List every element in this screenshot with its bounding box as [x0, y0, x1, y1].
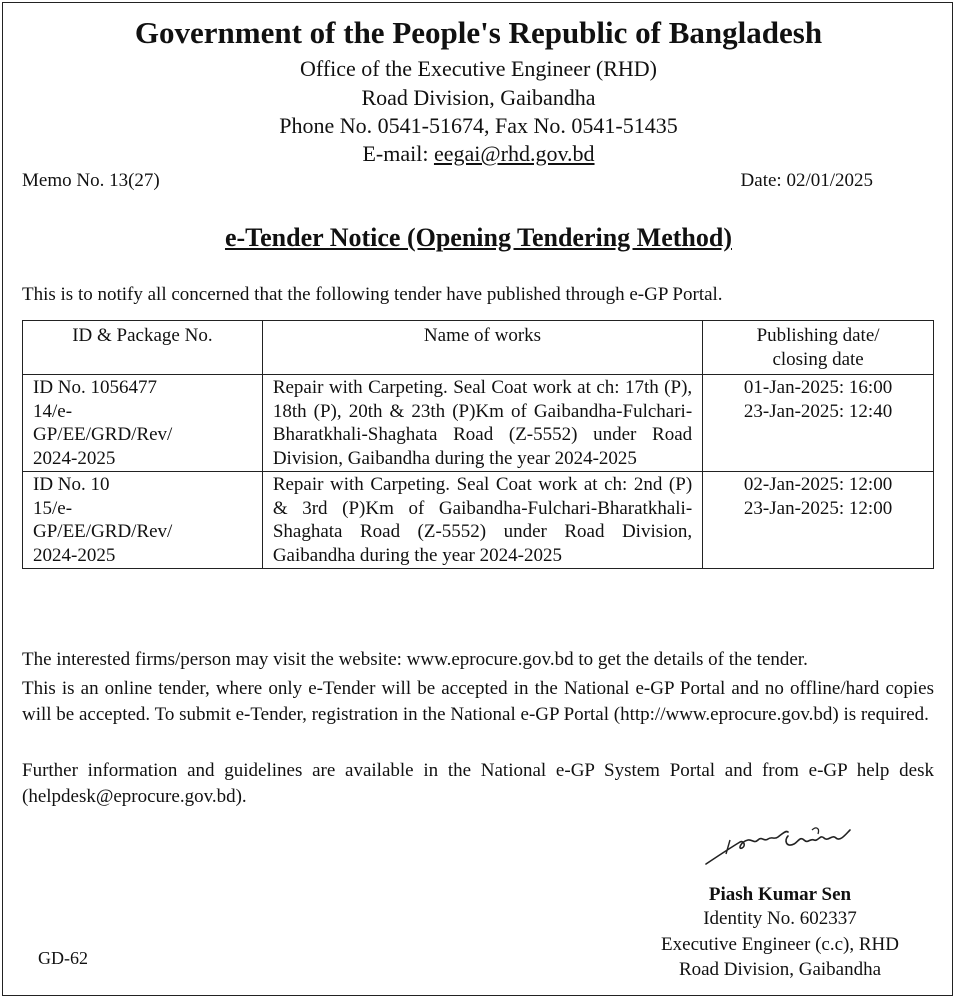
row-closing-date: 23-Jan-2025: 12:00: [743, 497, 893, 519]
email-label: E-mail:: [362, 141, 434, 166]
notice-title-text: e-Tender Notice (Opening Tendering Method): [224, 223, 732, 252]
table-row: [23, 472, 934, 569]
row-publishing-date: 02-Jan-2025: 12:00: [743, 474, 893, 495]
signatory-identity: Identity No. 602337: [703, 908, 857, 929]
intro-text: This is to notify all concerned that the following tender have published through e-GP Portal.: [22, 284, 723, 305]
gd-number: GD-62: [38, 948, 88, 968]
phone-fax: Phone No. 0541-51674, Fax No. 0541-51435: [279, 113, 678, 138]
header-name-of-works: Name of works: [262, 321, 702, 375]
row-work: Repair with Carpeting. Seal Coat work at ch: 17th (P), 18th (P), 20th & 23th (P)Km of Gaibandha-Fulchari-Bharatkhali-Shaghata Road (Z-5552) under Road Division, Gaibandha during the year 2024-2025: [262, 375, 702, 472]
memo-date: Date: 02/01/2025: [740, 170, 873, 191]
signature-image: [700, 812, 860, 874]
row-publishing-date: 01-Jan-2025: 16:00: [743, 377, 893, 398]
eprocure-website-link[interactable]: www.eprocure.gov.bd: [406, 649, 574, 670]
website-text-after: to get the details of the tender.: [573, 649, 808, 670]
table-header-row: [23, 321, 934, 375]
row-closing-date: 23-Jan-2025: 12:40: [743, 400, 893, 422]
header-id-package: ID & Package No.: [23, 321, 263, 375]
email-line: [0, 140, 957, 168]
row-id-cell: [23, 375, 263, 472]
email-link[interactable]: eegai@rhd.gov.bd: [433, 141, 595, 166]
helpdesk-paragraph: Further information and guidelines are available in the National e-GP System Portal and from e-GP help desk (helpdesk@eprocure.gov.bd).: [22, 760, 934, 807]
row-dates: [703, 375, 934, 472]
government-heading: Government of the People's Republic of Bangladesh: [134, 15, 823, 50]
notice-title: [0, 221, 957, 255]
memo-number: Memo No. 13(27): [22, 170, 160, 191]
row-id-cell: [23, 472, 263, 569]
signatory-office: Road Division, Gaibandha: [678, 959, 882, 980]
signatory-name: Piash Kumar Sen: [708, 884, 852, 905]
row-id-package: ID No. 1056477 14/e- GP/EE/GRD/Rev/ 2024-2025: [33, 377, 173, 469]
website-text-before: The interested firms/person may visit the website:: [22, 649, 407, 670]
office-name: Office of the Executive Engineer (RHD): [300, 56, 657, 81]
tender-table: [22, 320, 934, 569]
division-name: Road Division, Gaibandha: [361, 85, 596, 110]
row-id-package: ID No. 10 15/e- GP/EE/GRD/Rev/ 2024-2025: [33, 474, 173, 566]
signatory-designation: Executive Engineer (c.c), RHD: [661, 934, 899, 955]
row-dates: [703, 472, 934, 569]
website-paragraph: [22, 647, 934, 673]
header-dates: Publishing date/ closing date: [703, 321, 934, 375]
online-tender-paragraph: This is an online tender, where only e-Tender will be accepted in the National e-GP Portal and no offline/hard copies will be accepted. To submit e-Tender, registration in the National e-GP Portal (http://www.eprocure.gov.bd) is required.: [22, 678, 934, 725]
row-work: Repair with Carpeting. Seal Coat work at ch: 2nd (P) & 3rd (P)Km of Gaibandha-Fulchari-Bharatkhali-Shaghata Road (Z-5552) under Road Division, Gaibandha during the year 2024-2025: [262, 472, 702, 569]
table-row: [23, 375, 934, 472]
